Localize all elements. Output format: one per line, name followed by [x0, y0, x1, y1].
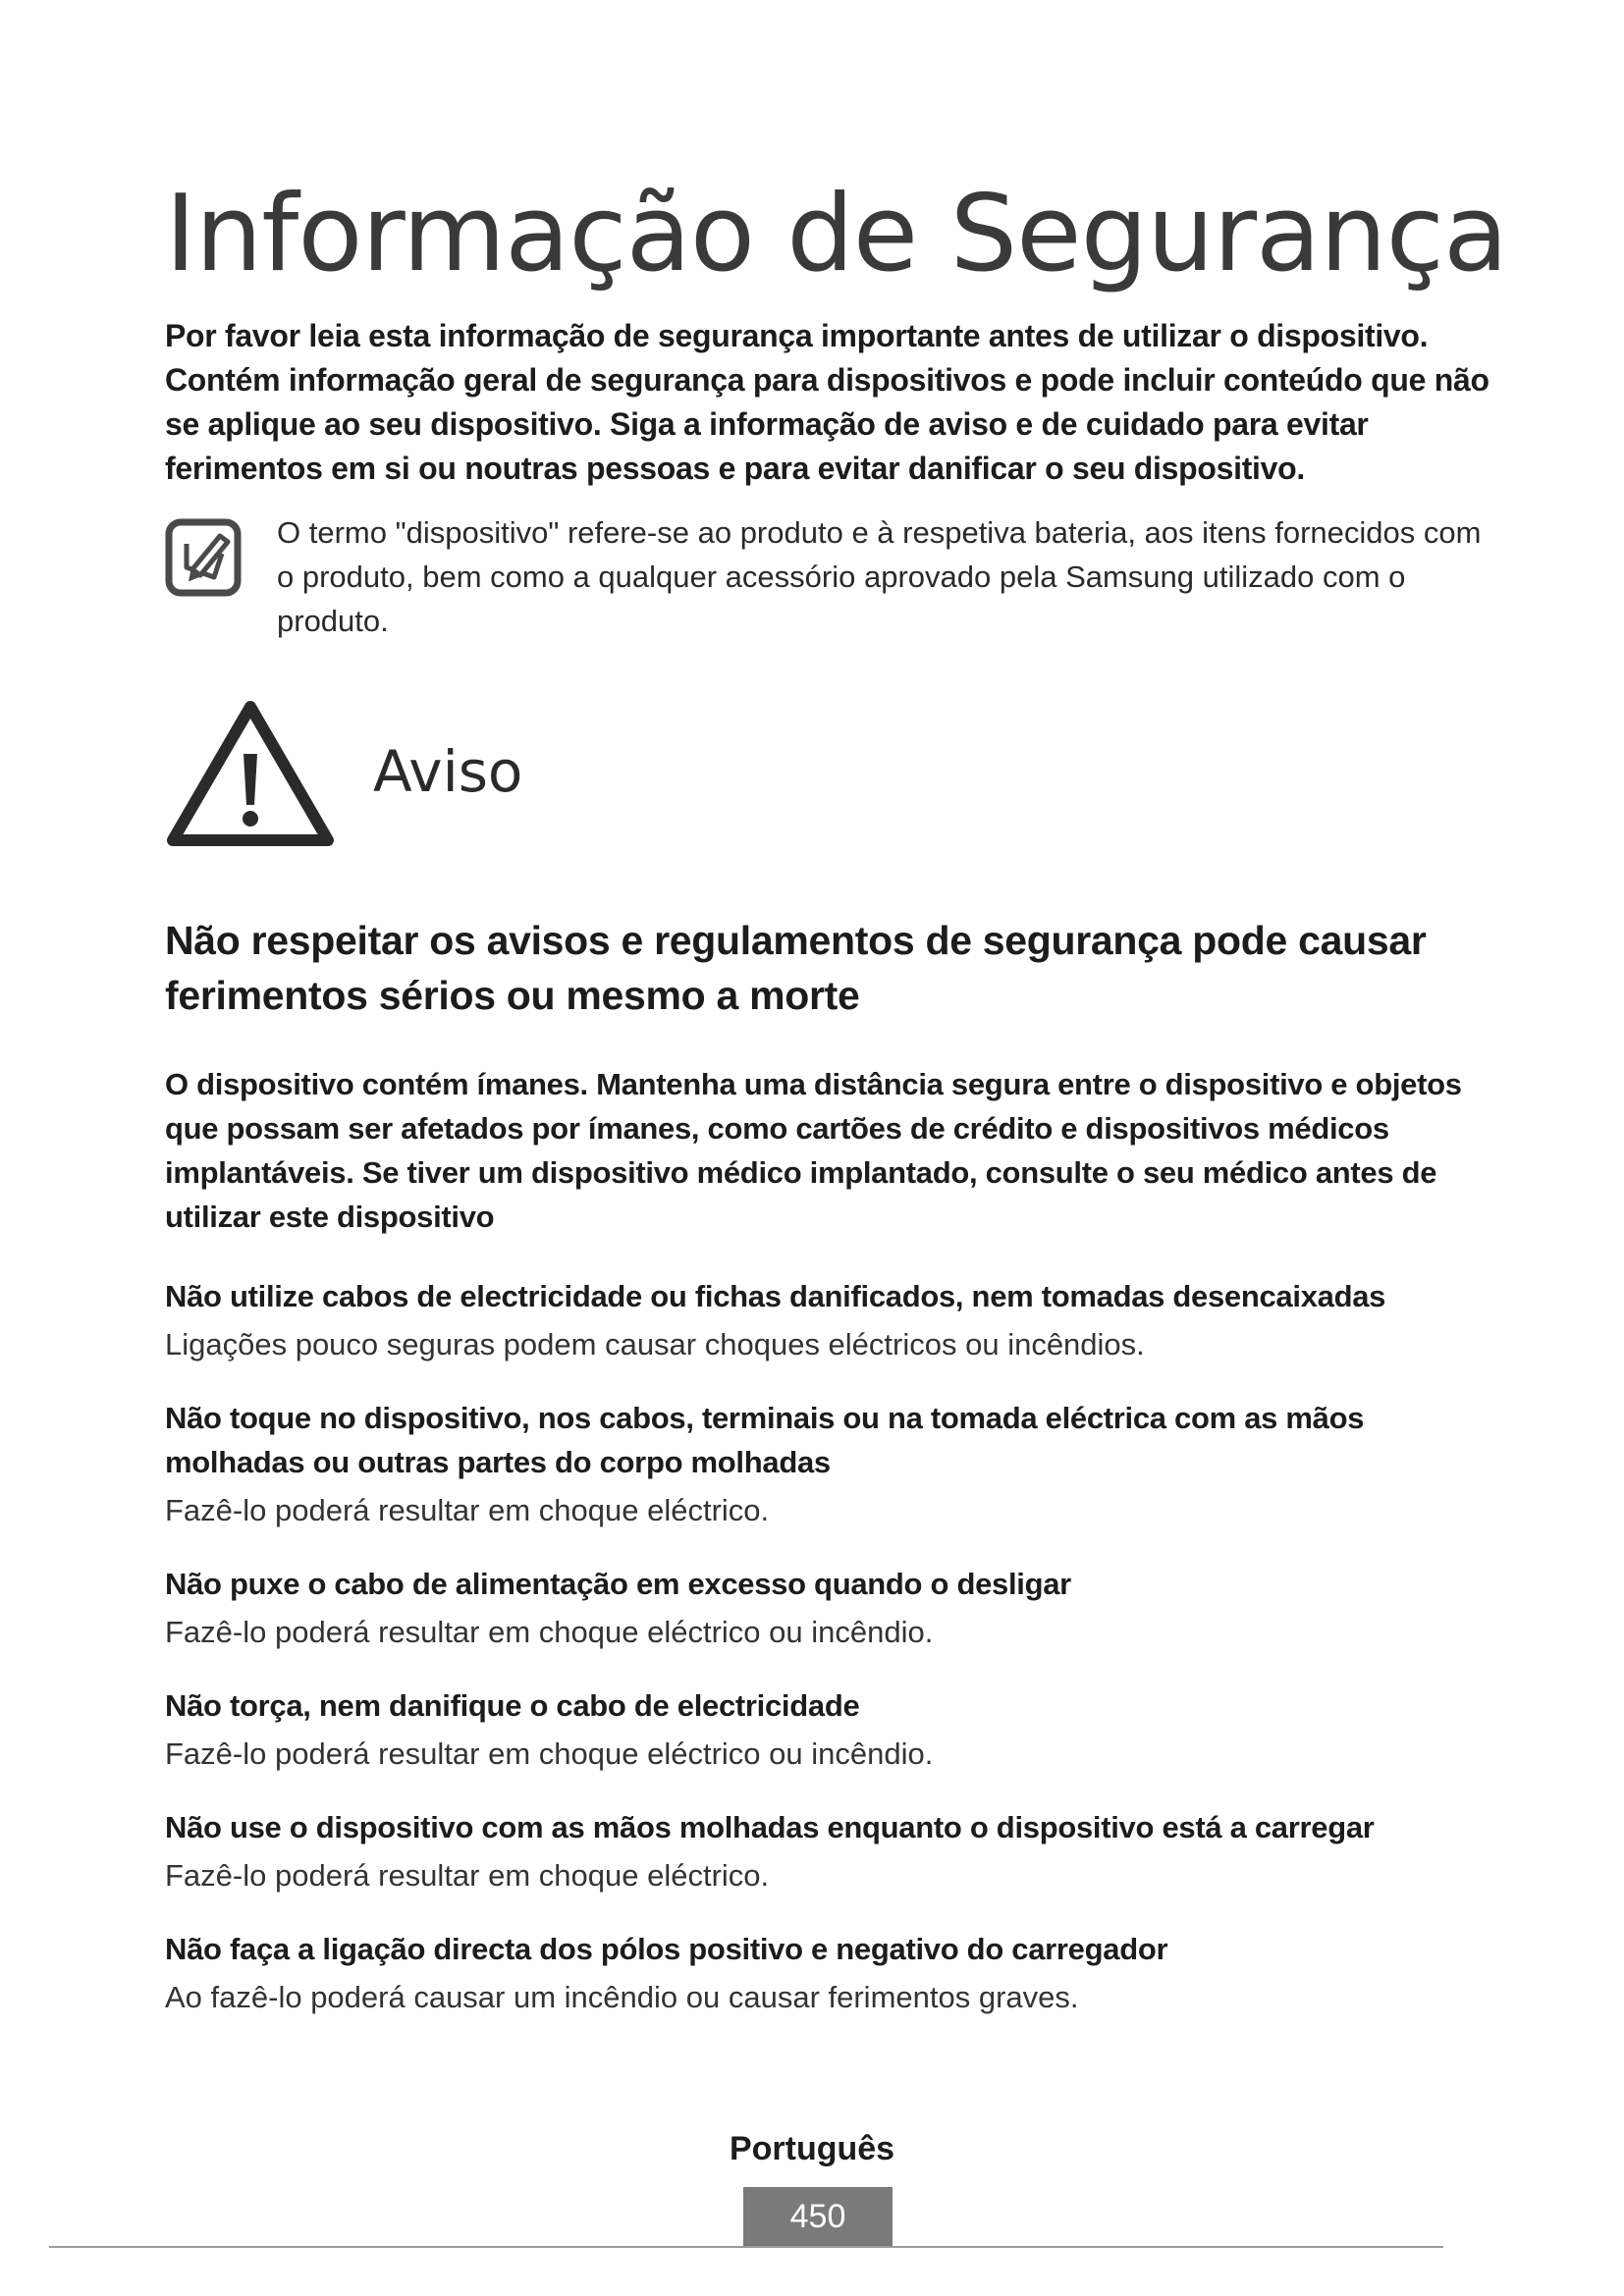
warning-item — [165, 1683, 1510, 1776]
warning-item-heading: Não toque no dispositivo, nos cabos, terminais ou na tomada eléctrica com as mãos molhadas ou outras partes do corpo molhadas — [165, 1401, 1365, 1479]
warning-item-body: Fazê-lo poderá resultar em choque eléctrico ou incêndio. — [165, 1736, 934, 1771]
warning-item-heading: Não use o dispositivo com as mãos molhadas enquanto o dispositivo está a carregar — [165, 1810, 1375, 1844]
warning-item — [165, 1927, 1510, 2019]
section-title: Não respeitar os avisos e regulamentos de segurança pode causar ferimentos sérios ou mesmo a morte — [165, 918, 1427, 1018]
warning-item-body: Fazê-lo poderá resultar em choque eléctrico ou incêndio. — [165, 1615, 934, 1649]
note-text: O termo "dispositivo" refere-se ao produto e à respetiva bateria, aos itens fornecidos com o produto, bem como a qualquer acessório aprovado pela Samsung utilizado com o produto. — [277, 515, 1482, 638]
warning-item-body: Ligações pouco seguras podem causar choques eléctricos ou incêndios. — [165, 1327, 1145, 1362]
warning-item-heading: Não puxe o cabo de alimentação em excesso quando o desligar — [165, 1567, 1071, 1601]
warning-item — [165, 1562, 1510, 1654]
warning-list — [165, 1274, 1510, 2049]
warning-title: Aviso — [373, 738, 523, 805]
page-number: 450 — [743, 2187, 893, 2246]
page-title: Informação de Segurança — [165, 173, 1508, 295]
footer-divider — [49, 2246, 1443, 2248]
footer-language: Português — [729, 2130, 895, 2167]
warning-triangle-icon — [165, 697, 336, 850]
warning-item — [165, 1805, 1510, 1897]
warning-item — [165, 1396, 1510, 1532]
warning-item — [165, 1274, 1510, 1366]
warning-item-body: Ao fazê-lo poderá causar um incêndio ou causar ferimentos graves. — [165, 1980, 1079, 2014]
warning-item-heading: Não torça, nem danifique o cabo de electricidade — [165, 1688, 860, 1723]
warning-item-body: Fazê-lo poderá resultar em choque eléctrico. — [165, 1858, 770, 1893]
warning-item-body: Fazê-lo poderá resultar em choque eléctrico. — [165, 1493, 770, 1527]
magnet-warning: O dispositivo contém ímanes. Mantenha uma distância segura entre o dispositivo e objetos que possam ser afetados por ímanes, como cartões de crédito e dispositivos médicos implantáveis. Se tiver um dispositivo médico implantado, consulte o seu médico antes de utilizar este dispositivo — [165, 1067, 1462, 1234]
warning-item-heading: Não faça a ligação directa dos pólos positivo e negativo do carregador — [165, 1932, 1168, 1966]
warning-item-heading: Não utilize cabos de electricidade ou fichas danificados, nem tomadas desencaixadas — [165, 1279, 1386, 1313]
note-pencil-icon — [165, 518, 242, 597]
intro-paragraph: Por favor leia esta informação de segurança importante antes de utilizar o dispositivo. Contém informação geral de segurança para dispositivos e pode incluir conteúdo que não se aplique ao seu dispositivo. Siga a informação de aviso e de cuidado para evitar ferimentos em si ou noutras pessoas e para evitar danificar o seu dispositivo. — [165, 318, 1489, 486]
